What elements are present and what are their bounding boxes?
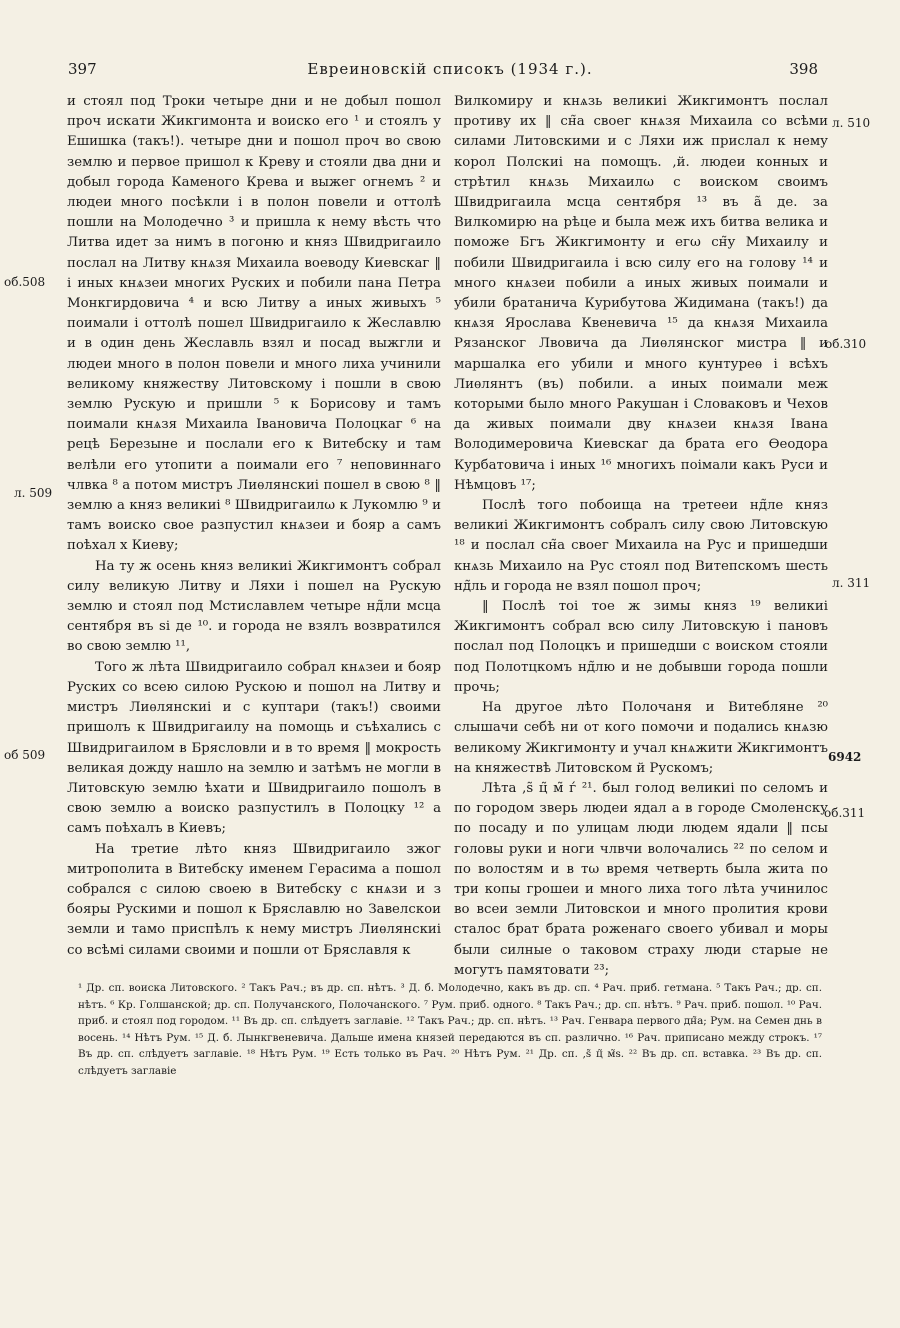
paragraph: Того ж лѣта Швидригаило собрал кнѧзеи и бояр Руских со всею силою Рускою и пошол на Литву и мистръ Лиѳлянскиі и с куптари (такъ!) своими пришолъ к Швидригаилу на помощь и съѣхались с Швидригаилом в Брясловли и в то время ‖ мокрость великая дожду нашло на землю и затѣмъ не могли в Литовскую землю ѣхати и Швидригаило пошолъ в свою землю а воиско разпустилъ в Полоцку ¹² а самъ поѣхалъ в Киевъ; (67, 659, 441, 837)
paragraph: Лѣта ,ѕ̃ ц̃ м̃ ѓ ²¹. был голод великиі по селомъ и по городом зверь людеи ядал а в городе Смоленску по посаду и по улицам люди людем ядали ‖ псы головы руки и ноги члвчи волочались ²² по селом и по волостям и в тω время четверть была жита по три копы грошеи и много лиха того лѣта учинилос во всеи земли Литовскои и много пролития крови сталос брат брата роженаго своего убивал и моры были силные о таковом страху люди старые не могутъ памятовати ²³; (454, 780, 828, 978)
margin-note: л. 311 (832, 576, 871, 590)
paragraph: На третие лѣто княз Швидригаило зжог митрополита в Витебску именем Герасима а пошол собрался с силою своею в Витебску с кнѧзи и з бояры Рускими и пошол к Бряславлю но Завелскои земли и тамо приспѣлъ к нему мистръ Лиѳлянскиі со всѣмі силами своими и пошли от Бряславля к (67, 841, 441, 958)
margin-note: об.310 (825, 337, 867, 351)
paragraph: и стоял под Троки четыре дни и не добыл пошол проч искати Жикгимонта и воиско его ¹ и стоялъ у Ешишка (такъ!). четыре дни и пошол проч во свою землю и первое пришол к Креву и стояли два дни и добыл города Каменого Крева и выжег огнемъ ² и людеи много посѣкли і в полон повели и оттолѣ пошли на Молодечно ³ и пришла к нему вѣсть что Литва идет за нимъ в погоню и княз Швидригаило послал на Литву кнѧзя Михаила воеводу Киевскаг ‖ і иных кнѧзеи многих Руских и побили пана Петра Монкгирдовича ⁴ и всю Литву а иных живыхъ ⁵ поимали і оттолѣ пошел Швидригаило к Жеславлю и в один день Жеславль взял и посад выжгли и людеи много в полон повели и много лиха учинили великому княжеству Литовскому і пошли в свою землю Рускую и пришли ⁵ к Борисову и тамъ поимали кнѧзя Михаила Івановича Полоцкаг ⁶ на рецѣ Березыне и послали его к Витебску и там велѣли его утопити а поимали его ⁷ неповиннаго члвка ⁸ а потом мистръ Лиѳлянскиі пошел в свою ⁸ ‖ землю а княз великиі ⁸ Швидригаилω к Лукомлю ⁹ и тамъ воиско свое разпустил кнѧзеи и бояр а самъ поѣхал х Киеву; (67, 94, 441, 554)
margin-note: л. 509 (14, 486, 53, 500)
left-column (67, 92, 441, 961)
margin-note: об 509 (4, 748, 46, 762)
paragraph: Послѣ того побоища на третееи нд̃ле княз великиі Жикгимонтъ собралъ силу свою Литовскую ¹⁸ и послал сн̃а своег Михаила на Рус и пришедши кнѧзь Михаило на Рус стоял под Витепскомъ шесть нд̃ль и города не взял пошол проч; (454, 498, 828, 594)
right-column (454, 92, 828, 981)
paragraph: ‖ Послѣ тоі тое ж зимы княз ¹⁹ великиі Жикгимонтъ собрал всю силу Литовскую і пановъ послал под Полоцкъ и пришедши с воиском стояли под Полотцкомъ нд̃лю и не добывши города пошли прочь; (454, 599, 828, 695)
paragraph: Вилкомиру и кнѧзь великиі Жикгимонтъ послал противу их ‖ сн̃а своег кнѧзя Михаила со всѣми силами Литовскими и с Ляхи иж прислал к нему корол Полскиі на помощъ. ,й. людеи конных и стрѣтил кнѧзь Михаилω с воиском своимъ Швидригаила мсца сентября ¹³ въ а̃ де. за Вилкомирю на рѣце и была меж ихъ битва велика и поможе Бгъ Жикгимонту и егω сн̃у Михаилу и побили Швидригаила і всю силу его на голову ¹⁴ и много кнѧзеи побили а иных живых поимали и убили братанича Курибутова Жидимана (такъ!) да кнѧзя Ярослава Квеневича ¹⁵ да кнѧзя Михаила Рязанског Лвовича да Лиѳлянског мистра ‖ и маршалка его убили и много кунтуреѳ і всѣхъ Лиѳлянтъ (въ) побили. а иных поимали меж которыми было много Ракушан і Словаковъ и Чехов да живых поимали дву кнѧзеи кнѧзя Івана Володимеровича Киевскаг да брата его Ѳеодора Курбатовича і иных ¹⁶ многихъ поімали какъ Руси и Нѣмцовъ ¹⁷; (454, 94, 828, 493)
page-header (0, 60, 900, 84)
margin-note: об.311 (824, 806, 866, 820)
paragraph: На другое лѣто Полочаня и Витебляне ²⁰ слышачи себѣ ни от кого помочи и подались кнѧзю великому Жикгимонту и учал кнѧжити Жикгимонтъ на княжествѣ Литовском й Рускомъ; (454, 700, 828, 776)
paragraph: На ту ж осень княз великиі Жикгимонтъ собрал силу великую Литву и Ляхи і пошел на Рускую землю и стоял под Мстиславлем четыре нд̃ли мсца сентября въ ѕі де ¹⁰. и города не взялъ возвратился во свою землю ¹¹, (67, 558, 441, 655)
page-number-left: 397 (68, 60, 97, 78)
margin-note: об.508 (4, 275, 46, 289)
page-number-right: 398 (789, 60, 818, 78)
running-title: Евреиновскій списокъ (1934 г.). (307, 60, 593, 78)
margin-number: 6942 (828, 750, 862, 764)
footnotes: ¹ Др. сп. воиска Литовского. ² Такъ Рач.; въ др. сп. нѣтъ. ³ Д. б. Молодечно, какъ въ др. сп. ⁴ Рач. приб. гетмана. ⁵ Такъ Рач.; др. сп. нѣтъ. ⁶ Кр. Голшанской; др. сп. Получанского, Полочанского. ⁷ Рум. приб. одного. ⁸ Такъ Рач.; др. сп. нѣтъ. ⁹ Рач. приб. пошол. ¹⁰ Рач. приб. и стоял под городом. ¹¹ Въ др. сп. слѣдуетъ заглавіе. ¹² Такъ Рач.; др. сп. нѣтъ. ¹³ Рач. Генвара первого дн̃а; Рум. на Семен днь в восень. ¹⁴ Нѣтъ Рум. ¹⁵ Д. б. Лынкгвеневича. Дальше имена князей передаются въ сп. различно. ¹⁶ Рач. приписано между строкъ. ¹⁷ Въ др. сп. слѣдуетъ заглавіе. ¹⁸ Нѣтъ Рум. ¹⁹ Есть только въ Рач. ²⁰ Нѣтъ Рум. ²¹ Др. сп. ,ѕ̃ ц̃ м̃ѕ. ²² Въ др. сп. вставка. ²³ Въ др. сп. слѣдуетъ заглавіе (78, 982, 822, 1077)
margin-note: л. 510 (832, 116, 871, 130)
